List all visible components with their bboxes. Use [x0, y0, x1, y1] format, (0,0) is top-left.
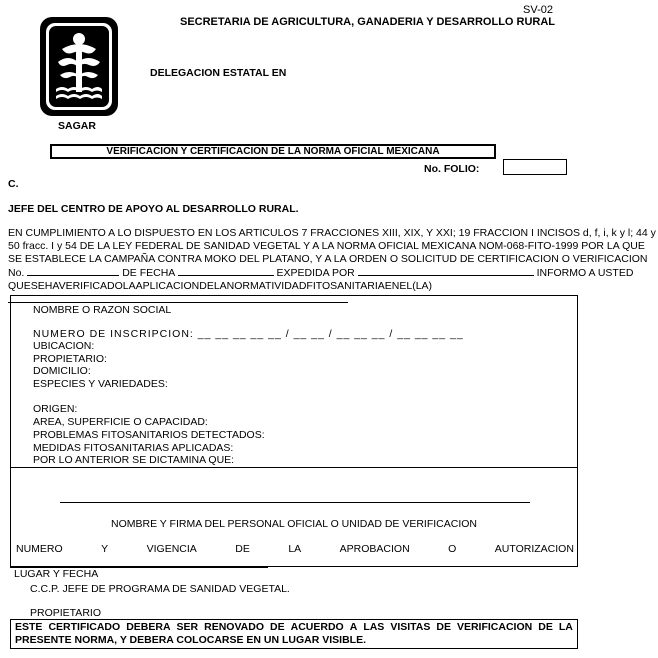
body-line-2: 50 fracc. I y 54 DE LA LEY FEDERAL DE SANIDAD VEGETAL Y A LA NORMA OFICIAL MEXICANA NOM-068-FITO-1999 POR LA QUE: [8, 240, 645, 252]
approval-word-3: DE: [235, 543, 250, 555]
agency-label: SAGAR: [58, 120, 96, 132]
notice-word-1: CERTIFICADO: [48, 621, 121, 633]
approval-word-4: LA: [288, 543, 302, 555]
field-domicilio: DOMICILIO:: [33, 365, 91, 377]
field-origen: ORIGEN:: [33, 403, 78, 415]
field-propietario: PROPIETARIO:: [33, 353, 107, 365]
body-line-5-word-0: QUE: [8, 280, 31, 292]
body-line-5-word-7: LA: [213, 280, 227, 292]
body-line-1: EN CUMPLIMIENTO A LO DISPUESTO EN LOS ARTICULOS 7 FRACCIONES XIII, XIX, Y XXI; 19 FRACCION I INCISOS d, f, i, k y l; 44 y: [8, 227, 656, 239]
field-problemas: PROBLEMAS FITOSANITARIOS DETECTADOS:: [33, 429, 265, 441]
field-nombre: NOMBRE O RAZON SOCIAL: [33, 304, 172, 316]
ministry-title: SECRETARIA DE AGRICULTURA, GANADERIA Y DESARROLLO RURAL: [180, 16, 556, 28]
notice-word-6: ACUERDO: [290, 621, 344, 633]
notice-word-13: LA: [558, 621, 573, 633]
order-number-field[interactable]: [27, 266, 119, 276]
body-line-5: [8, 280, 654, 293]
title-banner: VERIFICACION Y CERTIFICACION DE LA NORMA OFICIAL MEXICANA: [50, 144, 496, 159]
notice-word-12: DE: [538, 621, 553, 633]
delegation-label: DELEGACION ESTATAL EN: [150, 67, 287, 79]
ccp-line: C.C.P. JEFE DE PROGRAMA DE SANIDAD VEGETAL.: [30, 583, 290, 595]
body-line-5-word-6: DE: [199, 280, 214, 292]
approval-word-6: O: [448, 543, 457, 555]
body-line-3: SE ESTABLECE LA CAMPAÑA CONTRA MOKO DEL PLATANO, Y A LA ORDEN O SOLICITUD DE CERTIFICACION O VERIFICACION: [8, 253, 648, 265]
approval-word-7: AUTORIZACION: [494, 543, 574, 555]
body-line-5-word-9: FITOSANITARIA: [306, 280, 385, 292]
approval-number-row: [16, 543, 574, 555]
notice-word-8: LAS: [363, 621, 385, 633]
notice-word-0: ESTE: [15, 621, 43, 633]
form-code: SV-02: [523, 4, 553, 16]
addressee-role: JEFE DEL CENTRO DE APOYO AL DESARROLLO RURAL.: [8, 203, 299, 215]
folio-label: No. FOLIO:: [424, 163, 480, 175]
field-inscripcion[interactable]: NUMERO DE INSCRIPCION: __ __ __ __ __ / __ __ / __ __ __ / __ __ __ __: [33, 328, 464, 340]
signature-label: NOMBRE Y FIRMA DEL PERSONAL OFICIAL O UNIDAD DE VERIFICACION: [110, 518, 477, 530]
notice-word-9: VISITAS: [390, 621, 431, 633]
notice-word-3: SER: [176, 621, 199, 633]
field-dictamina: POR LO ANTERIOR SE DICTAMINA QUE:: [33, 454, 235, 466]
body-line-5-word-8: NORMATIVIDAD: [226, 280, 307, 292]
approval-word-0: NUMERO: [16, 543, 63, 555]
owner-copy-label: PROPIETARIO: [30, 607, 101, 619]
field-ubicacion: UBICACION:: [33, 340, 95, 352]
body-line-5-word-10: EN: [384, 280, 400, 292]
notice-word-11: VERIFICACION: [456, 621, 533, 633]
body-line-5-word-11: EL: [399, 280, 413, 292]
notice-line-2: PRESENTE NORMA, Y DEBERA COLOCARSE EN UN LUGAR VISIBLE.: [15, 634, 367, 646]
issued-by-field[interactable]: [358, 266, 534, 276]
notice-line-1: [15, 621, 573, 634]
body-line-5-word-2: HA: [44, 280, 59, 292]
signature-line[interactable]: [60, 502, 530, 503]
field-area: AREA, SUPERFICIE O CAPACIDAD:: [33, 416, 208, 428]
body-line-4: No. DE FECHA EXPEDIDA POR INFORMO A USTED: [8, 267, 634, 279]
body-line-5-word-12: (LA): [412, 280, 433, 292]
folio-field[interactable]: [503, 159, 567, 175]
body-line-5-word-4: LA: [122, 280, 136, 292]
order-date-field[interactable]: [178, 266, 274, 276]
notice-word-10: DE: [436, 621, 451, 633]
notice-word-2: DEBERA: [126, 621, 171, 633]
addressee-c: C.: [8, 178, 19, 190]
field-medidas: MEDIDAS FITOSANITARIAS APLICADAS:: [33, 442, 234, 454]
approval-word-2: VIGENCIA: [146, 543, 197, 555]
body-line-5-word-3: VERIFICADO: [58, 280, 123, 292]
place-date-label: LUGAR Y FECHA: [14, 568, 99, 580]
renewal-notice: [10, 619, 578, 649]
notice-word-5: DE: [270, 621, 285, 633]
approval-word-1: Y: [101, 543, 109, 555]
approval-word-5: APROBACION: [339, 543, 410, 555]
field-especies: ESPECIES Y VARIEDADES:: [33, 378, 168, 390]
body-line-5-word-1: SE: [30, 280, 45, 292]
notice-word-4: RENOVADO: [204, 621, 265, 633]
sagar-logo-icon: [40, 17, 118, 116]
notice-word-7: A: [349, 621, 358, 633]
body-line-5-word-5: APLICACION: [135, 280, 200, 292]
